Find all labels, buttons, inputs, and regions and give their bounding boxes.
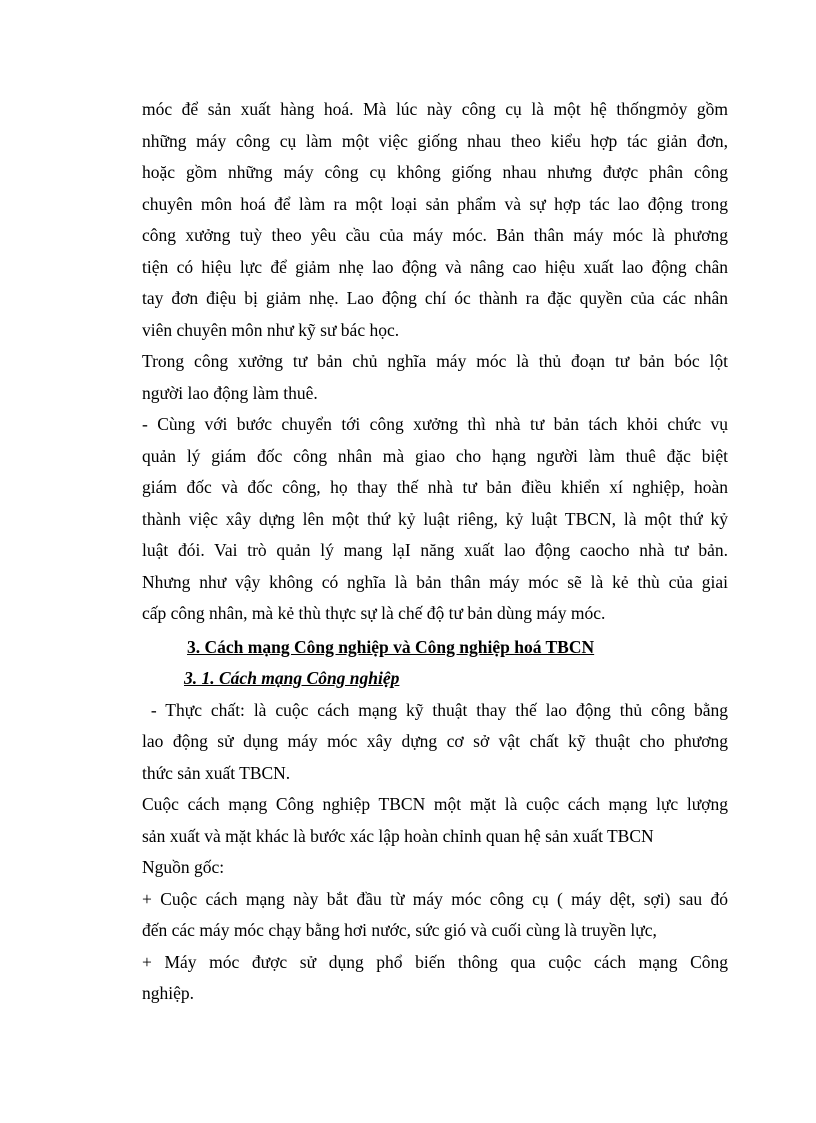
text-line: sản xuất và mặt khác là bước xác lập hoàn chỉnh quan hệ sản xuất TBCN (142, 825, 654, 846)
text-line: công xưởng tuỳ theo yêu cầu của máy móc. Bản thân máy móc là phương (142, 225, 728, 245)
subsection-heading: 3. 1. Cách mạng Công nghiệp (184, 668, 400, 688)
paragraph-industrial-revolution (142, 789, 728, 884)
text-line: chuyên môn hoá để làm ra một loại sản phẩm và sự hợp tác lao động trong (142, 193, 728, 214)
paragraph-management (142, 409, 728, 630)
text-line: đến các máy móc chạy bằng hơi nước, sức gió và cuối cùng là truyền lực, (142, 920, 657, 940)
text-line: luật đói. Vai trò quản lý mang lạI năng xuất lao động caocho nhà tư bản. (142, 540, 728, 560)
text-line: thức sản xuất TBCN. (142, 762, 291, 783)
paragraph-capitalist-workshop (142, 346, 728, 409)
text-line: - Thực chất: là cuộc cách mạng kỹ thuật thay thế lao động thủ công bằng (142, 699, 728, 720)
text-line: lao động sử dụng máy móc xây dựng cơ sở vật chất kỹ thuật cho phương (142, 731, 728, 751)
text-line: tiện có hiệu lực để giảm nhẹ lao động và nâng cao hiệu xuất lao động chân (142, 256, 728, 277)
text-line: những máy công cụ làm một việc giống nhau theo kiểu hợp tác giản đơn, (142, 130, 728, 151)
text-line: Nhưng như vậy không có nghĩa là bản thân máy móc sẽ là kẻ thù của giai (142, 571, 728, 592)
text-line: hoặc gồm những máy công cụ không giống nhau nhưng được phân công (142, 162, 728, 182)
document-page (142, 94, 728, 1010)
text-line: quản lý giám đốc công nhân mà giao cho hạng người làm thuê đặc biệt (142, 445, 728, 466)
text-line: + Cuộc cách mạng này bắt đầu từ máy móc công cụ ( máy dệt, sợi) sau đó (142, 888, 728, 909)
text-line: tay đơn điệu bị giảm nhẹ. Lao động chí óc thành ra đặc quyền của các nhân (142, 288, 728, 308)
paragraph-origin (142, 884, 728, 947)
text-line: - Cùng với bước chuyển tới công xưởng thì nhà tư bản tách khỏi chức vụ (142, 414, 728, 434)
text-line: cấp công nhân, mà kẻ thù thực sự là chế độ tư bản dùng máy móc. (142, 603, 606, 623)
text-line: móc để sản xuất hàng hoá. Mà lúc này công cụ là một hệ thốngmỏy gồm (142, 99, 728, 119)
text-line: + Máy móc được sử dụng phổ biến thông qua cuộc cách mạng Công (142, 951, 728, 972)
text-line: người lao động làm thuê. (142, 382, 318, 403)
text-line: Nguồn gốc: (142, 857, 225, 877)
text-line: viên chuyên môn như kỹ sư bác học. (142, 319, 400, 340)
text-line: Cuộc cách mạng Công nghiệp TBCN một mặt là cuộc cách mạng lực lượng (142, 794, 728, 814)
paragraph-machine-system (142, 94, 728, 346)
text-line: thành việc xây dựng lên một thứ kỷ luật riêng, kỷ luật TBCN, là một thứ kỷ (142, 508, 728, 529)
section-heading: 3. Cách mạng Công nghiệp và Công nghiệp hoá TBCN (187, 636, 595, 657)
text-line: nghiệp. (142, 983, 195, 1003)
paragraph-essence (142, 695, 728, 790)
text-line: giám đốc và đốc công, họ thay thế nhà tư bản điều khiển xí nghiệp, hoàn (142, 477, 728, 497)
text-line: Trong công xưởng tư bản chủ nghĩa máy móc là thủ đoạn tư bản bóc lột (142, 351, 728, 371)
paragraph-machine-usage (142, 947, 728, 1010)
